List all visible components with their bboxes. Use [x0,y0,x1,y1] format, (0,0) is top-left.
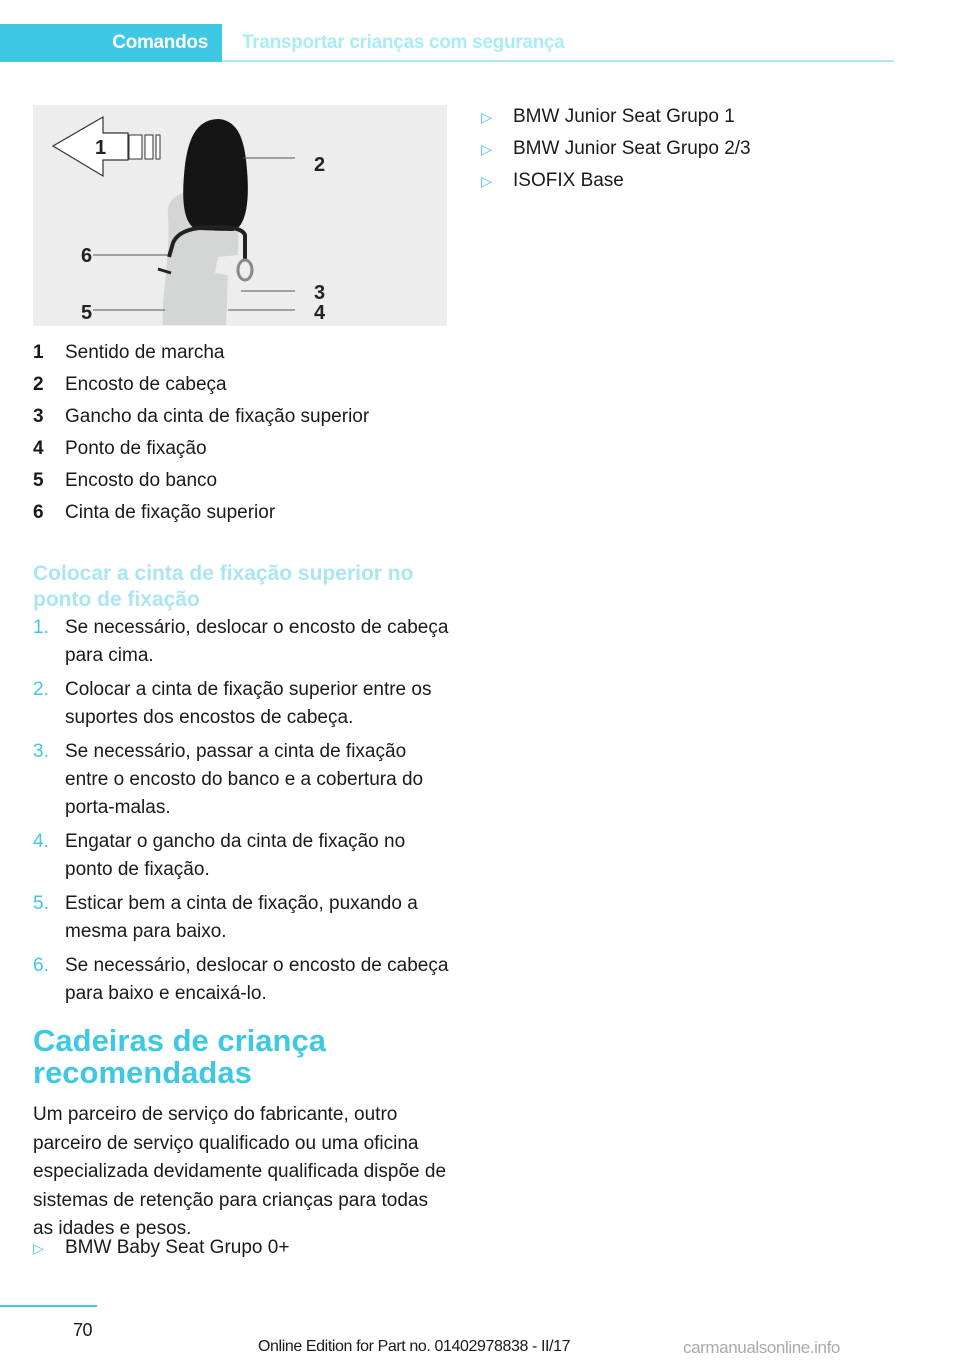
procedure-steps [33,614,453,1014]
svg-text:3: 3 [314,282,326,304]
legend-item: 3 Gancho da cinta de fixação superior [33,406,370,427]
triangle-bullet-icon: ▷ [481,108,492,125]
direction-arrow-icon [53,117,160,176]
chapter-tab [0,24,222,62]
step-item: 4. Engatar o gancho da cinta de fixação no ponto de fixação. [33,831,406,880]
page-number: 70 [73,1320,93,1340]
footer-accent-line [0,1305,97,1307]
legend-item: 5 Encosto do banco [33,470,218,491]
step-item: 1. Se necessário, deslocar o encosto de cabeça para cima. [33,617,449,666]
svg-text:2: 2 [314,154,326,176]
svg-text:4: 4 [314,302,326,324]
bullet-item: ▷ BMW Junior Seat Grupo 1 [481,106,735,127]
bullet-item: ▷ BMW Baby Seat Grupo 0+ [33,1237,290,1258]
header-divider [222,60,894,62]
bullet-item: ▷ ISOFIX Base [481,170,624,191]
bullet-item: ▷ BMW Junior Seat Grupo 2/3 [481,138,751,159]
triangle-bullet-icon: ▷ [33,1239,44,1256]
svg-text:1: 1 [95,137,107,159]
triangle-bullet-icon: ▷ [481,140,492,157]
section-title: Transportar crianças com segurança [242,32,565,53]
legend-item: 1 Sentido de marcha [33,342,225,363]
legend-item: 2 Encosto de cabeça [33,374,227,395]
svg-text:6: 6 [81,245,93,267]
body-paragraph: Um parceiro de serviço do fabricante, outro parceiro de serviço qualificado ou uma oficina especializada devidamente qualificada dispõe de sistemas de retenção para crianças para todas as idades e pesos. [33,1104,447,1239]
step-item: 5. Esticar bem a cinta de fixação, puxando a mesma para baixo. [33,893,418,942]
bullet-list-right [481,101,901,197]
step-item: 3. Se necessário, passar a cinta de fixação entre o encosto do banco e a cobertura do porta-malas. [33,741,424,818]
legend-item: 6 Cinta de fixação superior [33,502,276,523]
subsection-heading: Colocar a cinta de fixação superior no ponto de fixação [33,562,414,611]
section-heading: Cadeiras de criança recomendadas [33,1023,326,1090]
chapter-title: Comandos [112,32,208,53]
step-item: 6. Se necessário, deslocar o encosto de cabeça para baixo e encaixá-lo. [33,955,449,1004]
step-item: 2. Colocar a cinta de fixação superior entre os suportes dos encostos de cabeça. [33,679,432,728]
bullet-list-left [33,1232,453,1264]
headrest-tether-illustration [33,105,447,326]
edition-text: Online Edition for Part no. 01402978838 - II/17 [258,1338,571,1355]
svg-text:5: 5 [81,302,93,324]
legend-item: 4 Ponto de fixação [33,438,207,459]
triangle-bullet-icon: ▷ [481,172,492,189]
figure-legend [33,337,453,529]
watermark: carmanualsonline.info [683,1338,840,1357]
